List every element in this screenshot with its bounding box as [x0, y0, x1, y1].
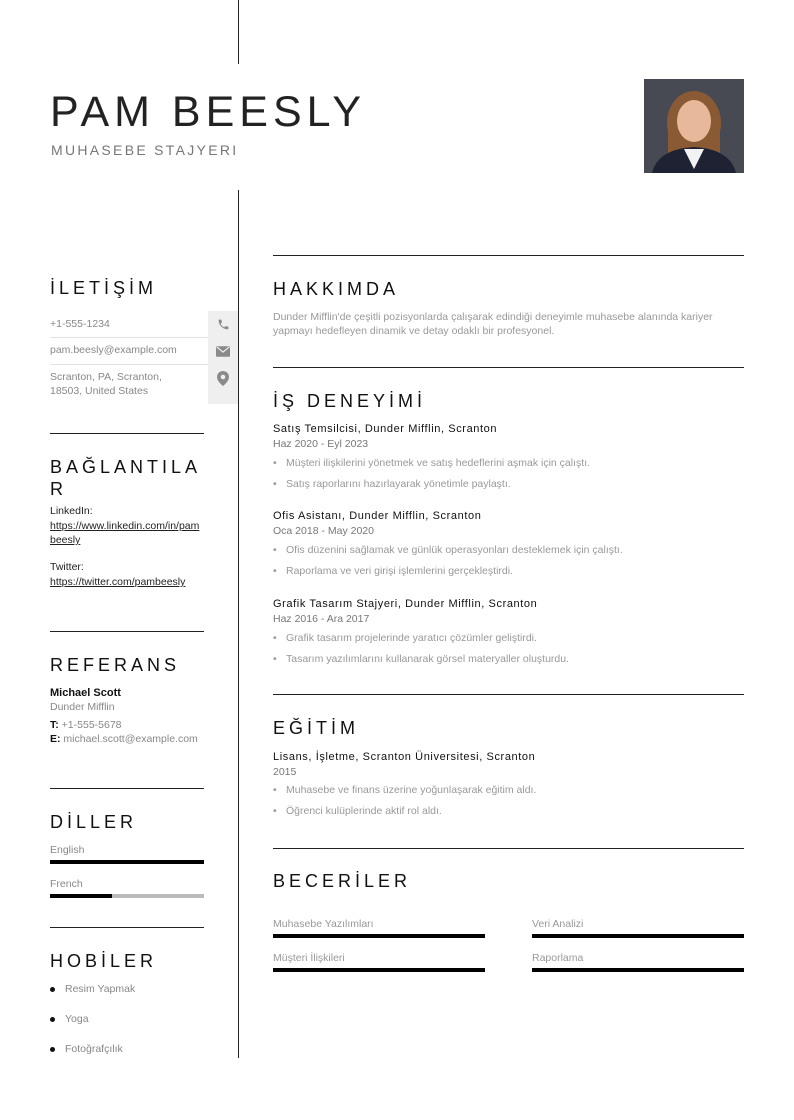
skill-level-bar	[532, 934, 744, 938]
skill-level-fill	[532, 968, 744, 972]
reference-name: Michael Scott	[50, 687, 121, 699]
education-title: Lisans, İşletme, Scranton Üniversitesi, Scranton	[273, 751, 536, 763]
education-bullet-text: Muhasebe ve finans üzerine yoğunlaşarak eğitim aldı.	[286, 784, 537, 796]
job-bullet-text: Raporlama ve veri girişi işlemlerini gerçekleştirdi.	[286, 565, 513, 577]
linkedin-label: LinkedIn:	[50, 505, 93, 517]
job-title: Satış Temsilcisi, Dunder Mifflin, Scranton	[273, 423, 498, 435]
portrait-image	[644, 79, 744, 173]
languages-heading: DİLLER	[50, 812, 138, 832]
hobby-label: Fotoğrafçılık	[65, 1043, 123, 1055]
language-level-bar	[50, 860, 204, 864]
job-date: Haz 2020 - Eyl 2023	[273, 438, 369, 450]
job-bullet: • Raporlama ve veri girişi işlemlerini gerçekleştirdi.	[273, 565, 513, 577]
language-level-fill	[50, 860, 204, 864]
contact-separator	[50, 364, 208, 365]
hobby-item	[50, 1043, 123, 1055]
reference-phone[interactable]: +1-555-5678	[61, 719, 122, 731]
section-divider	[273, 848, 744, 849]
contact-separator	[50, 337, 208, 338]
phone-icon	[208, 311, 238, 337]
experience-heading: İŞ DENEYİMİ	[273, 391, 427, 411]
job-bullet: • Müşteri ilişkilerini yönetmek ve satış hedeflerini aşmak için çalıştı.	[273, 457, 591, 469]
job-title: Ofis Asistanı, Dunder Mifflin, Scranton	[273, 510, 482, 522]
reference-phone-label: T:	[50, 719, 59, 731]
job-bullet: • Tasarım yazılımlarını kullanarak görsel materyaller oluşturdu.	[273, 653, 570, 665]
skill-level-fill	[532, 934, 744, 938]
section-divider	[50, 433, 204, 434]
envelope-icon	[208, 338, 238, 364]
column-divider-line	[238, 190, 239, 1058]
profile-photo	[644, 79, 744, 173]
education-bullet: • Muhasebe ve finans üzerine yoğunlaşarak eğitim aldı.	[273, 784, 537, 796]
job-bullet: • Grafik tasarım projelerinde yaratıcı çözümler geliştirdi.	[273, 632, 537, 644]
skill-level-fill	[273, 934, 485, 938]
contact-heading: İLETİŞİM	[50, 278, 158, 298]
section-divider	[50, 927, 204, 928]
section-divider	[273, 367, 744, 368]
linkedin-link[interactable]: https://www.linkedin.com/in/pambeesly	[50, 520, 200, 547]
about-text: Dunder Mifflin'de çeşitli pozisyonlarda çalışarak edindiği deneyimle muhasebe alanında kariyer yapmayı hedefleyen dinamik ve detay odaklı bir profesyonel.	[273, 311, 713, 338]
contact-icon-strip	[208, 311, 238, 404]
language-name: French	[50, 878, 83, 890]
skill-level-bar	[273, 934, 485, 938]
top-divider-line	[238, 0, 239, 64]
section-divider	[50, 631, 204, 632]
hobby-item	[50, 1013, 89, 1025]
job-bullet-text: Satış raporlarını hazırlayarak yönetimle paylaştı.	[286, 478, 511, 490]
education-bullet-text: Öğrenci kulüplerinde aktif rol aldı.	[286, 805, 442, 817]
section-divider	[273, 255, 744, 256]
language-level-fill	[50, 894, 112, 898]
reference-email-label: E:	[50, 733, 61, 745]
skill-name: Raporlama	[532, 952, 584, 964]
job-bullet: • Ofis düzenini sağlamak ve günlük operasyonları desteklemek için çalıştı.	[273, 544, 623, 556]
bullet-dot-icon	[50, 1017, 55, 1022]
about-heading: HAKKIMDA	[273, 279, 400, 299]
twitter-link[interactable]: https://twitter.com/pambeesly	[50, 576, 186, 588]
education-heading: EĞİTİM	[273, 718, 359, 738]
skill-name: Muhasebe Yazılımları	[273, 918, 374, 930]
section-divider	[273, 694, 744, 695]
education-bullet: • Öğrenci kulüplerinde aktif rol aldı.	[273, 805, 442, 817]
job-bullet: • Satış raporlarını hazırlayarak yönetimle paylaştı.	[273, 478, 511, 490]
reference-phone-row	[50, 718, 210, 732]
skill-name: Veri Analizi	[532, 918, 584, 930]
job-date: Oca 2018 - May 2020	[273, 525, 374, 537]
job-date: Haz 2016 - Ara 2017	[273, 613, 370, 625]
job-bullet-text: Müşteri ilişkilerini yönetmek ve satış hedeflerini aşmak için çalıştı.	[286, 457, 591, 469]
hobby-label: Yoga	[65, 1013, 89, 1025]
bullet-dot-icon	[50, 987, 55, 992]
map-pin-icon	[208, 365, 238, 391]
links-heading: BAĞLANTILA R	[50, 457, 201, 499]
hobby-label: Resim Yapmak	[65, 983, 136, 995]
reference-email-row	[50, 732, 204, 746]
contact-address-line2: 18503, United States	[50, 385, 149, 397]
language-name: English	[50, 844, 85, 856]
language-level-bar	[50, 894, 204, 898]
reference-company: Dunder Mifflin	[50, 701, 115, 713]
bullet-dot-icon	[50, 1047, 55, 1052]
job-title: Grafik Tasarım Stajyeri, Dunder Mifflin, Scranton	[273, 598, 538, 610]
skill-level-fill	[273, 968, 485, 972]
job-bullet-text: Tasarım yazılımlarını kullanarak görsel materyaller oluşturdu.	[286, 653, 570, 665]
hobbies-heading: HOBİLER	[50, 951, 158, 971]
contact-email[interactable]: pam.beesly@example.com	[50, 344, 177, 356]
job-bullet-text: Ofis düzenini sağlamak ve günlük operasyonları desteklemek için çalıştı.	[286, 544, 623, 556]
twitter-label: Twitter:	[50, 561, 84, 573]
candidate-name: PAM BEESLY	[50, 88, 367, 136]
skill-level-bar	[273, 968, 485, 972]
skill-name: Müşteri İlişkileri	[273, 952, 345, 964]
reference-email[interactable]: michael.scott@example.com	[63, 733, 198, 745]
contact-address-line1: Scranton, PA, Scranton,	[50, 371, 162, 383]
education-date: 2015	[273, 766, 297, 778]
contact-phone[interactable]: +1-555-1234	[50, 318, 110, 330]
section-divider	[50, 788, 204, 789]
references-heading: REFERANS	[50, 655, 181, 675]
skill-level-bar	[532, 968, 744, 972]
job-bullet-text: Grafik tasarım projelerinde yaratıcı çözümler geliştirdi.	[286, 632, 537, 644]
skills-heading: BECERİLER	[273, 871, 412, 891]
candidate-role: MUHASEBE STAJYERI	[51, 142, 239, 158]
hobby-item	[50, 983, 135, 995]
